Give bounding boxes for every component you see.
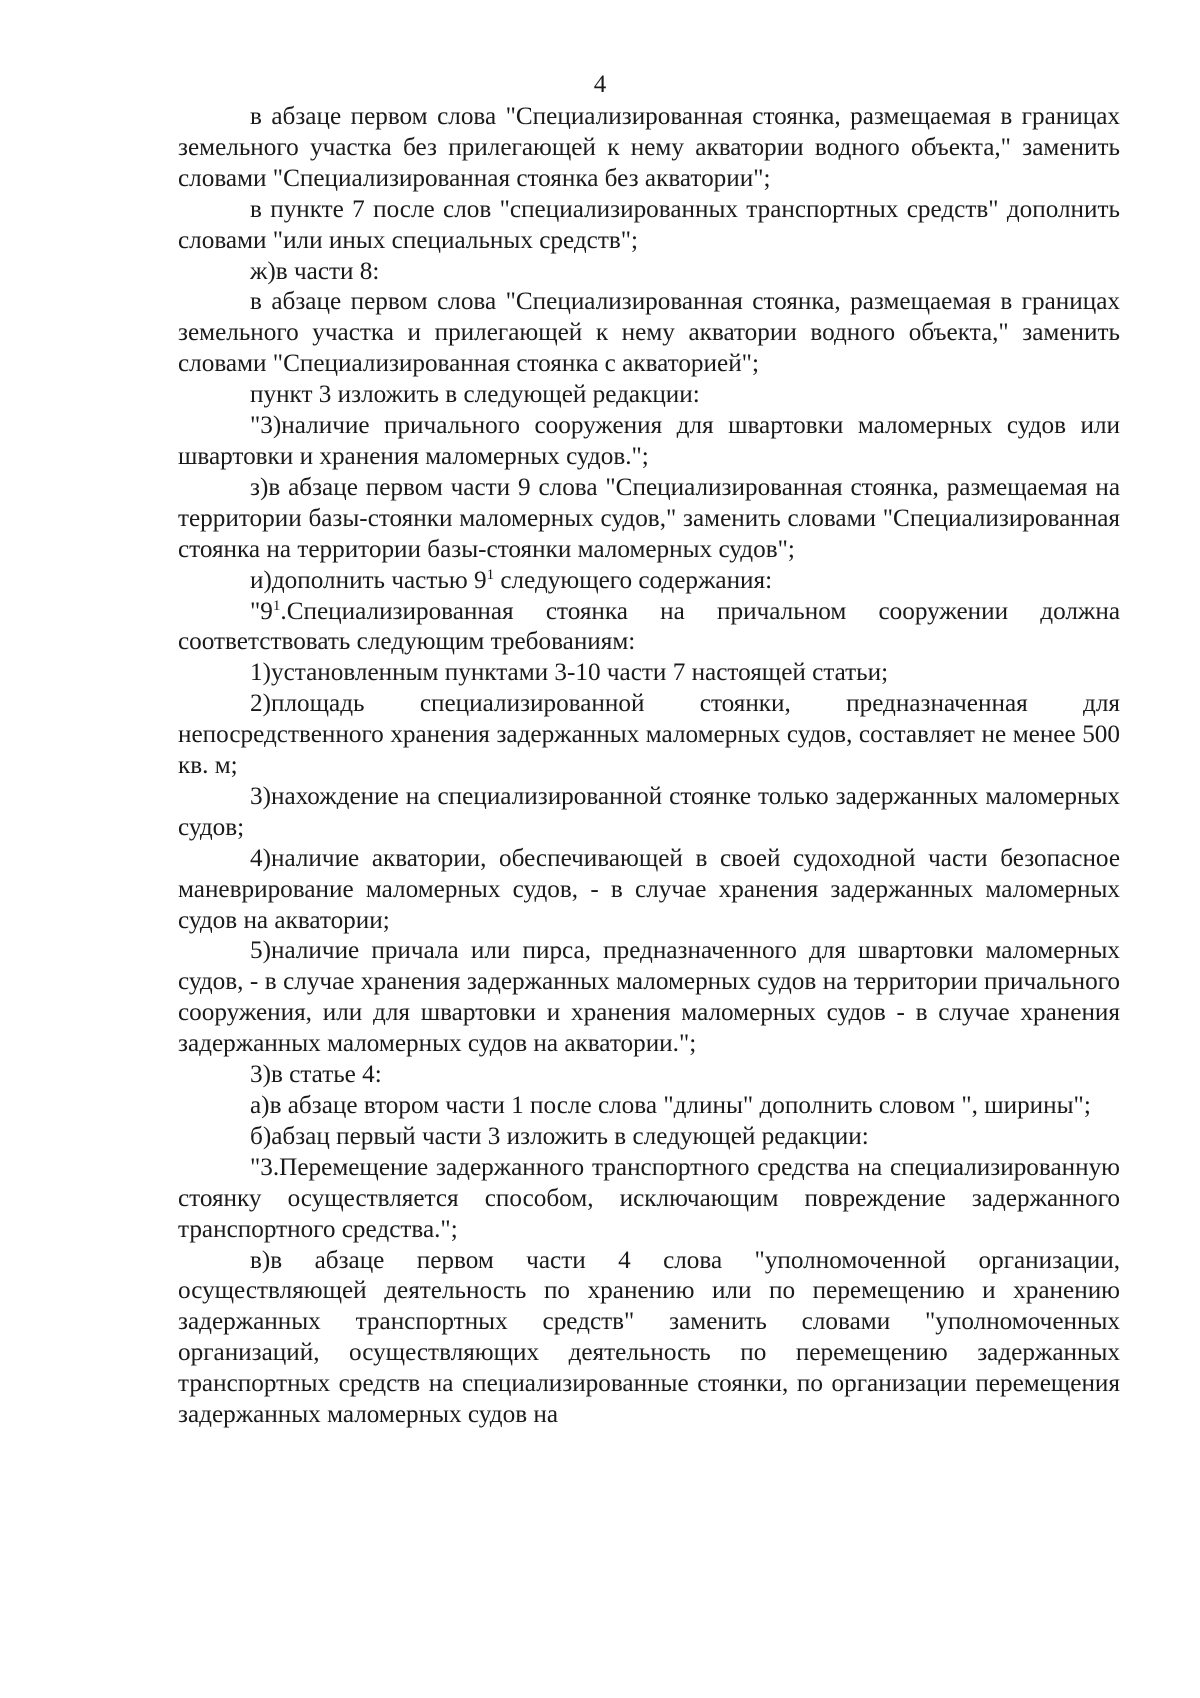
paragraph: б)абзац первый части 3 изложить в следующей редакции: — [250, 1122, 869, 1150]
paragraph: 3)нахождение на специализированной стоянке только задержанных маломерных судов; — [178, 782, 1120, 841]
paragraph: 1)установленным пунктами 3-10 части 7 настоящей статьи; — [250, 659, 889, 687]
paragraph: ж)в части 8: — [250, 257, 380, 285]
paragraph: "3)наличие причального сооружения для швартовки маломерных судов или швартовки и хранения маломерных судов."; — [178, 412, 1120, 470]
superscript: 1 — [272, 597, 281, 614]
paragraph: пункт 3 изложить в следующей редакции: — [250, 381, 700, 409]
paragraph — [178, 566, 1120, 597]
paragraph: 2)площадь специализированной стоянки, предназначенная для непосредственного хранения задержанных маломерных судов, составляет не менее 500 кв. м; — [178, 690, 1120, 780]
paragraph: а)в абзаце втором части 1 после слова "длины" дополнить словом ", ширины"; — [250, 1092, 1091, 1119]
paragraph — [178, 597, 1120, 659]
document-body — [178, 102, 1120, 1431]
superscript: 1 — [486, 566, 495, 583]
paragraph: з)в абзаце первом части 9 слова "Специализированная стоянка, размещаемая на территории базы-стоянки маломерных судов," заменить словами "Специализированная стоянка на территории базы-стоянки маломерных судов"; — [178, 473, 1120, 563]
paragraph: 3)в статье 4: — [250, 1061, 382, 1089]
paragraph: в пункте 7 после слов "специализированных транспортных средств" дополнить словами "или иных специальных средств"; — [178, 195, 1120, 254]
paragraph: 5)наличие причала или пирса, предназначенного для швартовки маломерных судов, - в случае хранения задержанных маломерных судов на территории причального сооружения, или для швартовки и хранения маломерных судов - в случае хранения задержанных маломерных судов на акватории."; — [178, 937, 1120, 1058]
paragraph: 4)наличие акватории, обеспечивающей в своей судоходной части безопасное маневрирование маломерных судов, - в случае хранения задержанных маломерных судов на акватории; — [178, 844, 1120, 934]
paragraph-text: .Специализированная стоянка на причальном сооружении должна соответствовать следующим требованиям: — [178, 597, 1120, 656]
paragraph: в абзаце первом слова "Специализированная стоянка, размещаемая в границах земельного участка без прилегающей к нему акватории водного объекта," заменить словами "Специализированная стоянка без акватории"; — [178, 103, 1120, 192]
page-number: 4 — [593, 71, 607, 98]
paragraph-text: следующего содержания: — [494, 566, 773, 594]
paragraph: "3.Перемещение задержанного транспортного средства на специализированную стоянку осуществляется способом, исключающим повреждение задержанного транспортного средства."; — [178, 1153, 1120, 1243]
paragraph: в)в абзаце первом части 4 слова "уполномоченной организации, осуществляющей деятельность по хранению или по перемещению и хранению задержанных транспортных средств" заменить словами "уполномоченных организаций, осуществляющих деятельность по перемещению задержанных транспортных средств на специализированные стоянки, по организации перемещения задержанных маломерных судов на — [178, 1246, 1120, 1429]
paragraph-text: и)дополнить частью 9 — [250, 566, 487, 594]
paragraph: в абзаце первом слова "Специализированная стоянка, размещаемая в границах земельного участка и прилегающей к нему акватории водного объекта," заменить словами "Специализированная стоянка с акваторией"; — [178, 288, 1120, 378]
paragraph-text: "9 — [250, 597, 273, 625]
